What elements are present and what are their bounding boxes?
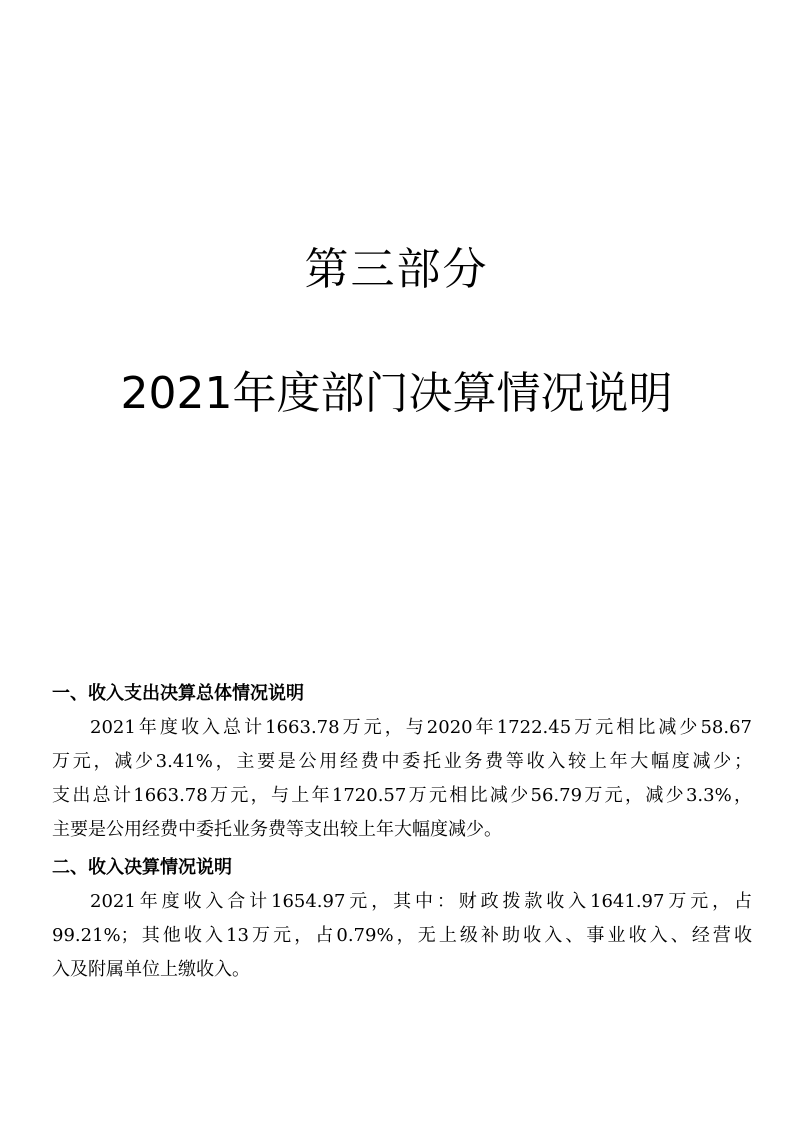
paragraph-line: 2021年度收入合计1654.97元，其中：财政拨款收入1641.97万元，占 <box>90 891 752 912</box>
paragraph-line: 支出总计1663.78万元，与上年1720.57万元相比减少56.79万元，减少3.3%， <box>52 785 752 806</box>
paragraph-line: 主要是公用经费中委托业务费等支出较上年大幅度减少。 <box>52 819 502 840</box>
part-title: 第三部分 <box>304 244 489 295</box>
paragraph-line: 2021年度收入总计1663.78万元，与2020年1722.45万元相比减少58.67 <box>90 717 752 738</box>
paragraph-income <box>52 885 752 987</box>
paragraph-line: 99.21%；其他收入13万元，占0.79%，无上级补助收入、事业收入、经营收 <box>52 925 752 946</box>
section-heading-income: 二、收入决算情况说明 <box>52 857 232 878</box>
document-title: 2021年度部门决算情况说明 <box>120 368 673 419</box>
document-body <box>52 677 752 987</box>
section-heading-overall: 一、收入支出决算总体情况说明 <box>52 683 304 704</box>
paragraph-overall <box>52 711 752 847</box>
paragraph-line: 万元，减少3.41%，主要是公用经费中委托业务费等收入较上年大幅度减少； <box>52 751 752 772</box>
paragraph-line: 入及附属单位上缴收入。 <box>52 959 250 980</box>
